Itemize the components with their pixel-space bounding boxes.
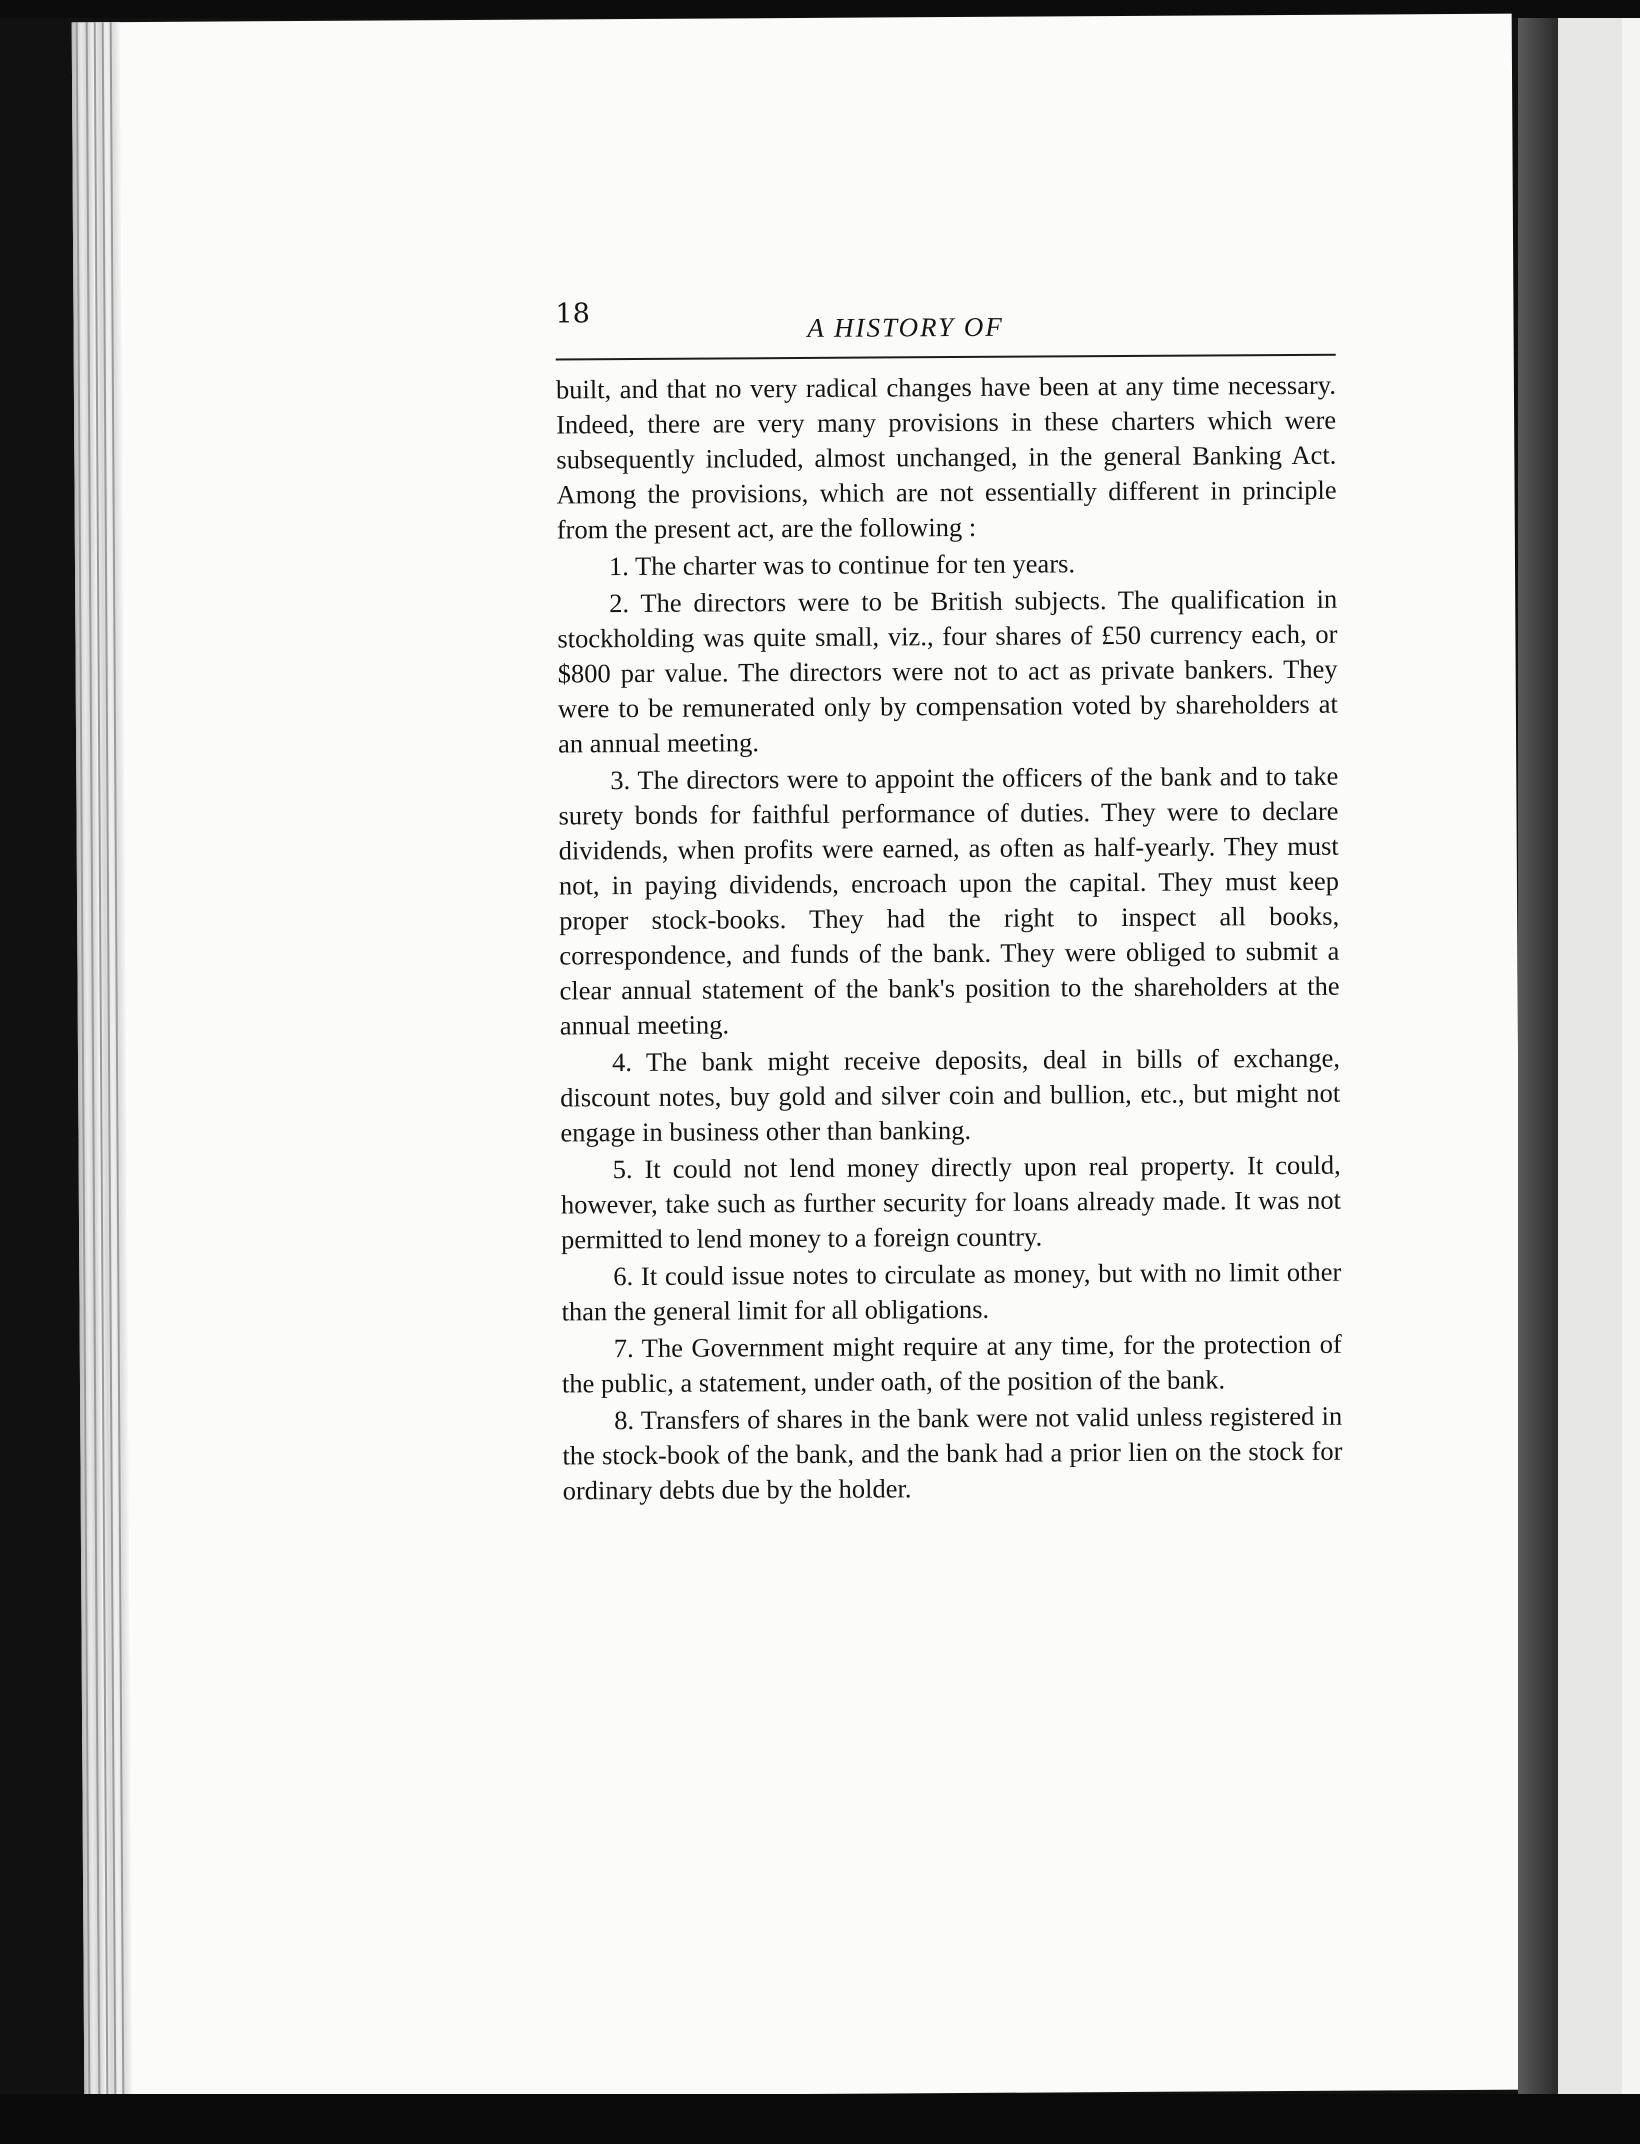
text-block	[475, 270, 1343, 1506]
body-text	[556, 368, 1343, 1509]
provision-item: 1. The charter was to continue for ten years.	[608, 548, 1076, 582]
book-page	[72, 14, 1525, 2099]
provision-item: 2. The directors were to be British subjects. The qualification in stockholding was quite small, viz., four shares of £50 currency each, or $800 par value. The directors were not to act as private bankers. They were to be remunerated only by compensation voted by shareholders at an annual meeting.	[557, 583, 1338, 759]
provision-item: 4. The bank might receive deposits, deal in bills of exchange, discount notes, buy gold and silver coin and bullion, etc., but might not engage in business other than banking.	[560, 1042, 1341, 1148]
intro-paragraph: built, and that no very radical changes have been at any time necessary. Indeed, there are very many provisions in these charters which were subsequently included, almost unchanged, in the general Banking Act. Among the provisions, which are not essentially different in principle from the present act, are the following :	[555, 369, 1337, 545]
running-head: A HISTORY OF	[807, 311, 1004, 343]
provision-item: 5. It could not lend money directly upon real property. It could, however, take such as further security for loans already made. It was not permitted to lend money to a foreign country.	[560, 1149, 1341, 1255]
provision-item: 3. The directors were to appoint the officers of the bank and to take surety bonds for faithful performance of duties. They were to declare dividends, when profits were earned, as often as half-yearly. They must not, in paying dividends, encroach upon the capital. They must keep proper stock-books. They had the right to inspect all books, correspondence, and funds of the bank. They were obliged to submit a clear annual statement of the bank's position to the shareholders at the annual meeting.	[558, 760, 1340, 1041]
page-number: 18	[555, 298, 590, 330]
provision-item: 8. Transfers of shares in the bank were not valid unless registered in the stock-book of the bank, and the bank had a prior lien on the stock for ordinary debts due by the holder.	[562, 1400, 1343, 1506]
provision-item: 7. The Government might require at any time, for the protection of the public, a statement, under oath, of the position of the bank.	[561, 1328, 1342, 1399]
page-header	[475, 270, 1335, 343]
book-spine-edge	[72, 22, 133, 2098]
page-gutter-shadow	[1518, 18, 1558, 2094]
provision-item: 6. It could issue notes to circulate as money, but with no limit other than the general limit for all obligations.	[561, 1256, 1342, 1327]
header-rule	[556, 354, 1336, 361]
scan-bottom-border	[0, 2094, 1640, 2144]
adjacent-page-margin	[1622, 18, 1640, 2094]
